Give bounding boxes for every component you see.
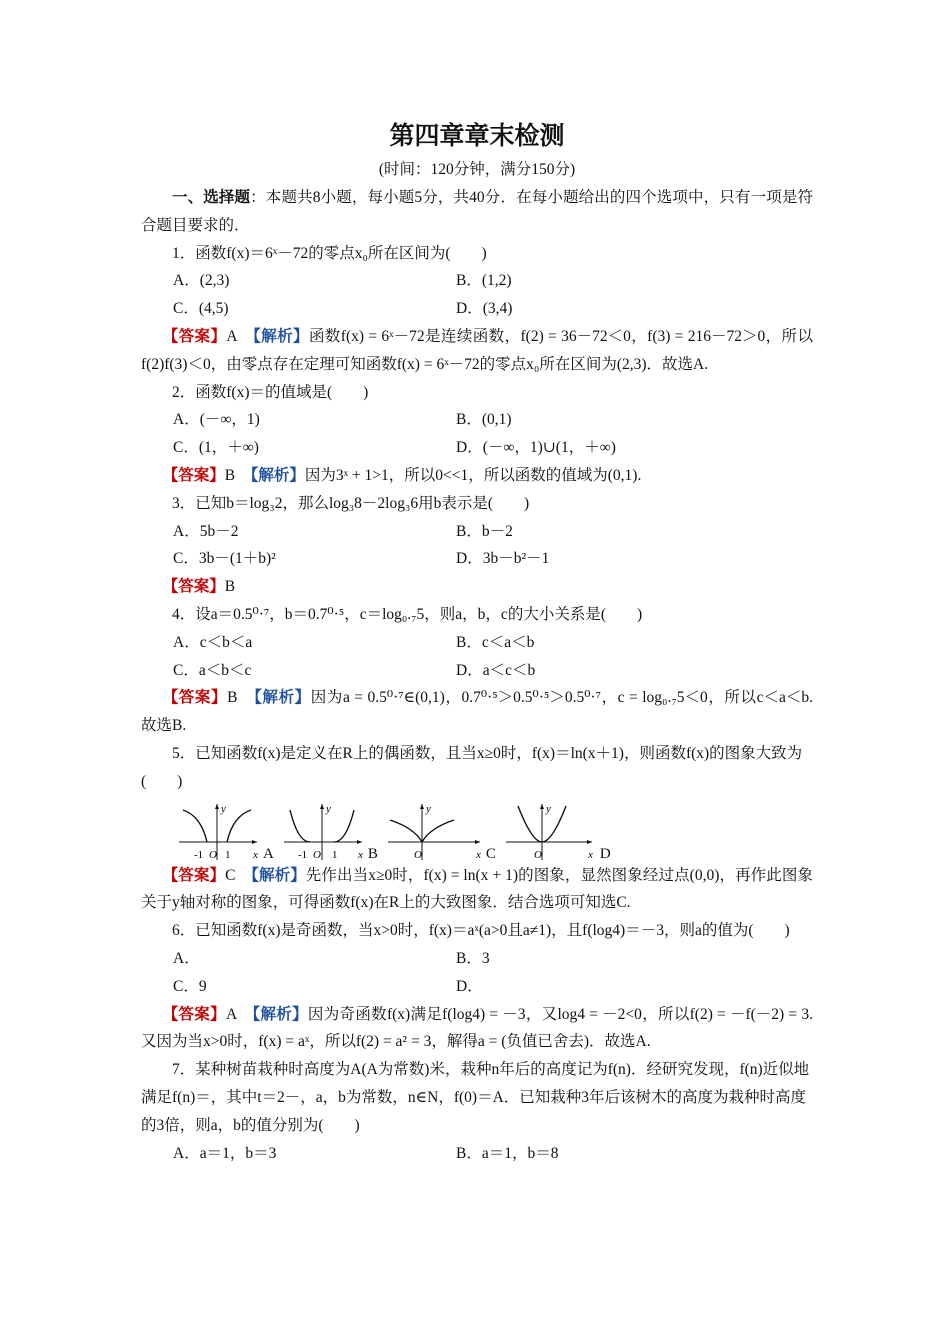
- option-d: D．(－∞，1)∪(1，＋∞): [456, 439, 616, 457]
- option-c: C．3b－(1＋b)²: [173, 550, 276, 568]
- graph-d-label: D: [599, 845, 611, 862]
- graph-b-label: B: [367, 845, 378, 862]
- analysis-text: 因为3ˣ + 1>1，所以0<<1，所以函数的值域为(0,1).: [304, 466, 642, 484]
- one-label: 1: [225, 848, 231, 861]
- analysis-text: 因为a = 0.5⁰·⁷∈(0,1)，0.7⁰·⁵＞0.5⁰·⁵＞0.5⁰·⁷，c = log₀.₇5＜0，所以c＜a＜b. 故选B.: [141, 689, 813, 735]
- option-a: A．a＝1，b＝3: [173, 1144, 277, 1162]
- one-label: 1: [331, 848, 338, 861]
- question-4-answer: [141, 684, 813, 740]
- answer-value: C: [225, 866, 236, 884]
- question-2-options: [141, 406, 813, 434]
- graph-c-figure: [384, 800, 484, 862]
- origin-label: O: [312, 848, 321, 861]
- analysis-text: 因为奇函数f(x)满足f(log4) = －3，又log4 = －2<0，所以f(2) = －f(－2) = 3.又因为当x>0时，f(x) = aˣ，所以f(2) = a² = 3，解得a = (负值已舍去)．故选A.: [141, 1005, 813, 1051]
- analysis-text: 先作出当x≥0时，f(x) = ln(x + 1)的图象，显然图象经过点(0,0)，再作此图象关于y轴对称的图象，可得函数f(x)在R上的大致图象．结合选项可知选C.: [141, 866, 813, 912]
- origin-label: O: [209, 848, 217, 861]
- option-a: A．(－∞，1): [173, 411, 260, 429]
- option-d: D．(3,4): [456, 300, 513, 318]
- question-1-options: [141, 267, 813, 295]
- analysis-label: 【解析】: [250, 466, 305, 484]
- option-b: B．b－2: [456, 522, 513, 540]
- answer-value: B: [224, 578, 236, 596]
- question-7-stem: 7．某种树苗栽种时高度为A(A为常数)米，栽种n年后的高度记为f(n)．经研究发现，f(n)近似地满足f(n)＝，其中t＝2－，a，b为常数，n∈N，f(0)＝A．已知栽种3年后该树木的高度为栽种时高度的3倍，则a，b的值分别为( ): [141, 1061, 810, 1134]
- x-axis-label: x: [475, 848, 481, 861]
- y-axis-label: y: [325, 802, 331, 815]
- analysis-label: 【解析】: [254, 689, 311, 707]
- option-a: A．(2,3): [173, 272, 230, 290]
- exam-info: (时间：120分钟，满分150分): [378, 161, 576, 178]
- answer-value: B: [224, 466, 236, 484]
- x-axis-label: x: [253, 848, 258, 861]
- section-text: ：本题共8小题，每小题5分，共40分．在每小题给出的四个选项中，只有一项是符合题目要求的．: [141, 189, 813, 234]
- question-1-answer: [141, 323, 813, 379]
- question-3-answer: [141, 573, 813, 601]
- analysis-label: 【解析】: [251, 866, 306, 884]
- page-title: 第四章章末检测: [389, 123, 565, 150]
- option-b: B．a＝1，b＝8: [456, 1144, 559, 1162]
- option-c: C．9: [173, 977, 207, 995]
- answer-value: A: [225, 1005, 237, 1023]
- question-1-stem: 1．函数f(x)＝6ˣ－72的零点x₀所在区间为( ): [172, 244, 487, 262]
- answer-label: 【答案】: [162, 1005, 226, 1023]
- y-axis-label: y: [425, 802, 431, 815]
- section-intro: [141, 184, 813, 240]
- answer-label: 【答案】: [162, 689, 228, 707]
- graph-c-label: C: [485, 845, 496, 862]
- option-b: B．3: [456, 949, 490, 967]
- answer-label: 【答案】: [162, 327, 227, 345]
- x-axis-label: x: [357, 848, 363, 861]
- origin-label: O: [413, 848, 422, 861]
- question-4-stem: 4．设a＝0.5⁰·⁷，b＝0.7⁰·⁵，c＝log₀.₇5，则a，b，c的大小关系是( ): [172, 605, 643, 623]
- x-axis-label: x: [587, 848, 593, 861]
- question-7-options: [141, 1140, 813, 1168]
- question-3-stem: 3．已知b＝log₃2，那么log₃8－2log₃6用b表示是( ): [172, 494, 530, 512]
- option-a: A．c＜b＜a: [173, 633, 253, 651]
- analysis-label: 【解析】: [253, 327, 309, 345]
- origin-label: O: [533, 848, 542, 861]
- question-5-answer: [141, 862, 813, 918]
- question-4-options: [141, 629, 813, 657]
- question-3-options: [141, 518, 813, 546]
- question-3-options: [141, 545, 813, 573]
- option-a: A．: [173, 949, 200, 967]
- graph-d-figure: [502, 800, 598, 862]
- document-page: [141, 120, 813, 1167]
- graph-a-label: A: [263, 845, 274, 862]
- option-b: B．c＜a＜b: [456, 633, 535, 651]
- question-4-options: [141, 657, 813, 685]
- answer-label: 【答案】: [162, 578, 225, 596]
- question-6-answer: [141, 1001, 813, 1057]
- answer-label: 【答案】: [162, 466, 225, 484]
- question-6-stem: 6．已知函数f(x)是奇函数，当x>0时，f(x)＝aˣ(a>0且a≠1)，且f(log4)＝－3，则a的值为( ): [172, 922, 790, 940]
- graph-a-figure: [175, 800, 261, 862]
- graph-option-c: [384, 800, 496, 862]
- question-1-options: [141, 295, 813, 323]
- option-a: A．5b－2: [173, 522, 239, 540]
- question-2-answer: [141, 462, 813, 490]
- option-d: D．a＜c＜b: [456, 661, 536, 679]
- section-heading: 一、选择题: [172, 189, 251, 206]
- option-c: C．(1，＋∞): [173, 439, 259, 457]
- y-axis-label: y: [545, 802, 551, 815]
- answer-value: A: [226, 327, 237, 345]
- question-2-stem: 2．函数f(x)＝的值域是( ): [172, 383, 369, 401]
- question-6-options: [141, 945, 813, 973]
- graph-option-d: [502, 800, 611, 862]
- option-c: C．a＜b＜c: [173, 661, 252, 679]
- question-5-stem: 5．已知函数f(x)是定义在R上的偶函数，且当x≥0时，f(x)＝ln(x＋1)，则函数f(x)的图象大致为( ): [141, 744, 803, 790]
- graph-b-figure: [280, 800, 366, 862]
- option-d: D．3b－b²－1: [456, 550, 550, 568]
- option-c: C．(4,5): [173, 300, 229, 318]
- answer-value: B: [227, 689, 238, 707]
- question-2-options: [141, 434, 813, 462]
- graph-option-b: [280, 800, 378, 862]
- neg-one-label: -1: [297, 848, 308, 861]
- question-5-graphs: [175, 798, 813, 862]
- graph-option-a: [175, 800, 274, 862]
- answer-label: 【答案】: [162, 866, 226, 884]
- analysis-label: 【解析】: [252, 1005, 308, 1023]
- option-b: B．(1,2): [456, 272, 512, 290]
- neg-one-label: -1: [194, 848, 204, 861]
- y-axis-label: y: [221, 802, 226, 815]
- option-b: B．(0,1): [456, 411, 512, 429]
- question-6-options: [141, 973, 813, 1001]
- option-d: D．: [456, 977, 483, 995]
- analysis-text: 函数f(x) = 6ˣ－72是连续函数，f(2) = 36－72＜0，f(3) = 216－72＞0，所以f(2)f(3)＜0，由零点存在定理可知函数f(x) = 6ˣ－72的零点x₀所在区间为(2,3)．故选A.: [141, 327, 813, 373]
